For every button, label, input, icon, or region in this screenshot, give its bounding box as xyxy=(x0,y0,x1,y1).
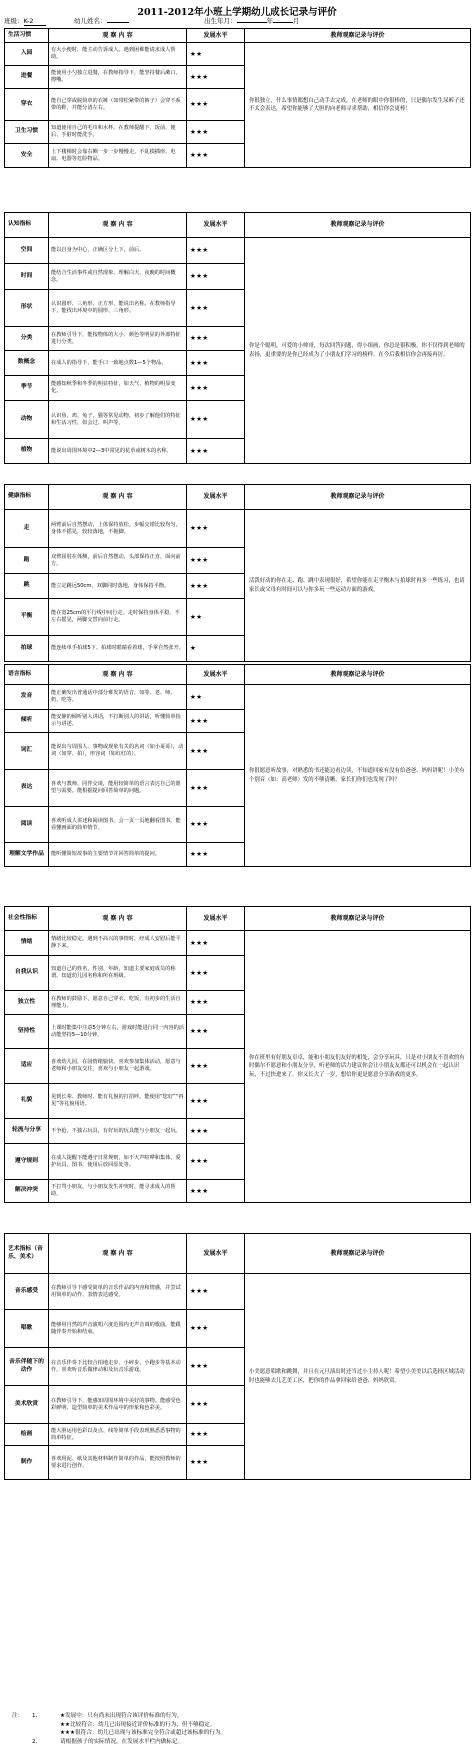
note-text: ★★★很符合：幼儿已出现与该标准完全符合或超过该标准的行为。 xyxy=(60,1730,227,1737)
item-content: 能听懂简短故事的主要情节并回答简单的提问。 xyxy=(49,843,187,867)
note-number: 2、 xyxy=(32,1738,42,1745)
development-stars: ★★★ xyxy=(187,1274,245,1310)
item-name: 数概念 xyxy=(5,351,49,376)
level-header: 发展水平 xyxy=(187,29,245,43)
development-stars: ★★★ xyxy=(187,843,245,867)
item-name: 安全 xyxy=(5,144,49,168)
item-name: 解决冲突 xyxy=(5,1180,49,1203)
development-stars: ★★★ xyxy=(187,1144,245,1180)
item-content: 不争抢，不独占玩具，有好玩的玩具能与小朋友一起玩。 xyxy=(49,1119,187,1144)
table-row xyxy=(5,931,471,956)
content-header: 观 察 内 容 xyxy=(49,213,187,238)
comment-header: 教师观察记录与评价 xyxy=(245,29,471,43)
development-stars: ★★★ xyxy=(187,733,245,770)
item-name: 美术欣赏 xyxy=(5,1386,49,1424)
comment-header: 教师观察记录与评价 xyxy=(245,665,471,685)
item-content: 能感知秋季和冬季的明显特征，如天气、植物的明显变化。 xyxy=(49,376,187,401)
teacher-comment: 你很独立，什么事情都想自己动手去完成，在老师的眼中你很棒的，只是偶尔发生尿裤子还不太会表达，希望你能够了大胆的向老师寻求帮助，相信你会更棒！ xyxy=(245,43,471,168)
item-content: 在成人的指导下，能手口一致地点数1—5个物品。 xyxy=(49,351,187,376)
item-name: 遵守规则 xyxy=(5,1144,49,1180)
item-name: 词汇 xyxy=(5,733,49,770)
item-name: 分类 xyxy=(5,327,49,351)
development-stars: ★★★ xyxy=(187,1015,245,1049)
name-field xyxy=(74,16,129,25)
level-header: 发展水平 xyxy=(187,1234,245,1274)
development-stars: ★★★ xyxy=(187,327,245,351)
note-text: 请根据孩子的实际情况，在发展水平栏内做标记。 xyxy=(60,1738,184,1745)
development-stars: ★★★ xyxy=(187,144,245,168)
development-stars: ★★★ xyxy=(187,1424,245,1446)
item-name: 植物 xyxy=(5,439,49,464)
development-stars: ★★★ xyxy=(187,1049,245,1084)
item-content: 在教师引导下感受简单的音乐作品的内容和情感，并尝试用简单的动作、表情表达感受。 xyxy=(49,1274,187,1310)
item-content: 能在宽25cm的平行线中间行走。走时保持身体平稳，不左右摇晃，两脚交替向前行走。 xyxy=(49,599,187,636)
page-title: 2011-2012年小班上学期幼儿成长记录与评价 xyxy=(137,7,337,18)
item-name: 表达 xyxy=(5,770,49,807)
note-line xyxy=(4,1729,470,1738)
item-content: 知道自己的姓名、性别、年龄，知道主要家庭成员的称谓。知道幼儿园名称和所在班级。 xyxy=(49,956,187,991)
content-header: 观 察 内 容 xyxy=(49,29,187,43)
item-content: 能说出周围环境中2—3中常见的花草或树木的名称。 xyxy=(49,439,187,464)
item-name: 平衡 xyxy=(5,599,49,636)
item-name: 发音 xyxy=(5,685,49,710)
level-header: 发展水平 xyxy=(187,907,245,931)
item-content: 见到长辈、教师时，能有礼貌的打招呼。能使用“您好”“再见”等礼貌用语。 xyxy=(49,1084,187,1119)
item-name: 理解文学作品 xyxy=(5,843,49,867)
category-header: 艺术指标（音乐、美术） xyxy=(5,1234,49,1274)
note-text: ★★比较符合：幼儿已出现接近评价标准的行为，但不够稳定。 xyxy=(60,1721,216,1728)
item-name: 空间 xyxy=(5,238,49,264)
item-name: 跳 xyxy=(5,574,49,599)
level-header: 发展水平 xyxy=(187,665,245,685)
item-name: 绘画 xyxy=(5,1424,49,1446)
item-name: 拍球 xyxy=(5,636,49,662)
development-stars: ★★★ xyxy=(187,807,245,843)
note-line xyxy=(4,1738,470,1747)
development-stars: ★★ xyxy=(187,43,245,66)
development-stars: ★★★ xyxy=(187,401,245,439)
section-table xyxy=(4,212,471,464)
table-row xyxy=(5,238,471,264)
item-content: 喜欢与教师、同伴交谈，能用较简单的语言表达自己的愿望与需要。能根据提问回答简单的问题。 xyxy=(49,770,187,807)
item-content: 能结合生活事件或自然现象，理解白天、夜晚的时间概念。 xyxy=(49,264,187,290)
name-value xyxy=(107,22,129,23)
section-table xyxy=(4,28,471,168)
item-name: 入园 xyxy=(5,43,49,66)
teacher-comment: 小美愿意唱歌和跳舞，并且在元旦演出时还当过小主持人呢！希望小美美以后选择区域活动时也能够去儿艺美工区，把你的作品拿回家给爸爸、妈妈欣赏。 xyxy=(245,1274,471,1480)
item-content: 能连续单手拍球5下。拍球时眼睛看着球，手掌自然张开。 xyxy=(49,636,187,662)
item-name: 音乐伴随下的动作 xyxy=(5,1348,49,1386)
category-header: 认知指标 xyxy=(5,213,49,238)
table-row xyxy=(5,510,471,548)
section-table xyxy=(4,484,471,662)
item-name: 情绪 xyxy=(5,931,49,956)
name-label: 幼儿姓名： xyxy=(74,17,107,25)
content-header: 观 察 内 容 xyxy=(49,907,187,931)
birth-month-suffix: 月 xyxy=(293,17,300,25)
item-content: 认识圆形、三角形、正方形，能说出名称。在教师指导下，能找出环境中的圆形、三角形。 xyxy=(49,290,187,327)
development-stars: ★★★ xyxy=(187,956,245,991)
level-header: 发展水平 xyxy=(187,485,245,510)
category-header: 社会性指标 xyxy=(5,907,49,931)
note-line xyxy=(4,1721,470,1730)
birth-year-suffix: 年 xyxy=(266,17,273,25)
development-stars: ★★★ xyxy=(187,991,245,1015)
item-content: 在教师引导下，能感知周围环境中美好的事物。能感受色彩鲜明、造型简单的美术作品中的形象和色彩美。 xyxy=(49,1386,187,1424)
category-header: 健康指标 xyxy=(5,485,49,510)
note-text: ★发展中：只有尚未出现符合该评价标准的行为。 xyxy=(60,1713,183,1719)
development-stars: ★★★ xyxy=(187,1348,245,1386)
category-header: 生活习惯 xyxy=(5,29,49,43)
item-content: 双臂屈肘在体侧，前后自然摆动，头部保持正直，面向前方。 xyxy=(49,548,187,574)
comment-header: 教师观察记录与评价 xyxy=(245,213,471,238)
development-stars: ★★★ xyxy=(187,1446,245,1480)
item-name: 时间 xyxy=(5,264,49,290)
development-stars: ★★★ xyxy=(187,290,245,327)
table-row xyxy=(5,1274,471,1310)
note-number: 1、 xyxy=(32,1713,42,1719)
item-content: 能够用自然的声音演唱六度范围内无声音调的歌曲，能跟随伴奏开始和结束。 xyxy=(49,1310,187,1348)
content-header: 观 察 内 容 xyxy=(49,665,187,685)
development-stars: ★★★ xyxy=(187,710,245,733)
item-content: 知道使用自己的毛巾和水杯。在教师提醒下，饭前、便后、手脏时能洗手。 xyxy=(49,121,187,144)
item-content: 能立定跳远50cm，双脚同时落地，身体保持平衡。 xyxy=(49,574,187,599)
development-stars: ★★★ xyxy=(187,351,245,376)
development-stars: ★★★ xyxy=(187,1119,245,1144)
item-content: 在教师引导下，能按物体的大小、颜色等明显的外部特征进行分类。 xyxy=(49,327,187,351)
development-stars: ★ xyxy=(187,636,245,662)
item-content: 不打骂小朋友，与小朋友发生冲突时，能寻求成人的帮助。 xyxy=(49,1180,187,1203)
item-content: 有大小便时，能主动告诉成人。遇到困难能请求成人帮助。 xyxy=(49,43,187,66)
item-content: 在教师的鼓励下，愿意自己穿衣、吃饭，有初步的生活自理能力。 xyxy=(49,991,187,1015)
item-content: 情绪比较稳定，遇到不高兴的事情时，经成人安慰后能平静下来。 xyxy=(49,931,187,956)
teacher-comment: 活泼好动的你在走、跑、跳中表现很好，希望你能在走平衡木与拍球时再多一些练习，也请家长或父母有时间可以与你多玩一些运动方面的游戏。 xyxy=(245,510,471,662)
note-line xyxy=(4,1712,470,1721)
item-content: 喜欢听成人讲述和阅读图书。会一页一页地翻看图书。能看懂画面的简单情节。 xyxy=(49,807,187,843)
item-content: 能正确发出普通话中部分难发的语音，如等、老、师、奶、吃等。 xyxy=(49,685,187,710)
item-name: 卫生习惯 xyxy=(5,121,49,144)
item-content: 能以自身为中心，正确区分上下，前后。 xyxy=(49,238,187,264)
item-content: 两臂前后自然摆动，上体保持放松。步幅交错比较均匀，身体不摇晃，较较落地，不拖脚。 xyxy=(49,510,187,548)
item-content: 在音乐伴奏下比较合拍地走步、小碎步、小跑步等基本动作。喜欢听音乐做律动和及玩音乐游戏。 xyxy=(49,1348,187,1386)
notes-label: 注： xyxy=(12,1713,24,1719)
class-label: 班级： xyxy=(4,17,24,25)
item-content: 能安静的倾听别人讲话，不打断别人的讲话，听懂简单指示与讲述。 xyxy=(49,710,187,733)
item-name: 形状 xyxy=(5,290,49,327)
development-stars: ★★★ xyxy=(187,931,245,956)
item-name: 唱歌 xyxy=(5,1310,49,1348)
development-stars: ★★★ xyxy=(187,238,245,264)
section-table xyxy=(4,906,471,1203)
development-stars: ★★ xyxy=(187,685,245,710)
development-stars: ★★ xyxy=(187,599,245,636)
table-row xyxy=(5,43,471,66)
item-content: 能说出与周围人、事物或现象有关的名词（如小哥哥），动词（如穿、拍），形容词（如红红的）。 xyxy=(49,733,187,770)
item-content: 能使用小勺独立进餐，在教师指导下，能坚持餐后漱口，擦嘴。 xyxy=(49,66,187,89)
item-name: 音乐感受 xyxy=(5,1274,49,1310)
item-content: 能大胆运用色彩以及点、线等简单手段表现熟悉悉事物的简单特征。 xyxy=(49,1424,187,1446)
teacher-comment: 你在班里有好朋友卓卓，能和小朋友们友好的相处，会分享玩具，只是对小朋友不喜欢的有时偶尔不愿意和小朋友分享，听老师的话力建议你会让小朋友友都还可以机会在一起认识玩，不过快进来了。你又长大了一岁，想信你更是愿意分享游戏的更多。 xyxy=(245,931,471,1203)
development-stars: ★★★ xyxy=(187,770,245,807)
item-name: 适应 xyxy=(5,1049,49,1084)
item-name: 礼貌 xyxy=(5,1084,49,1119)
item-name: 独立性 xyxy=(5,991,49,1015)
birth-field xyxy=(204,16,300,25)
development-stars: ★★★ xyxy=(187,66,245,89)
comment-header: 教师观察记录与评价 xyxy=(245,907,471,931)
item-name: 穿衣 xyxy=(5,89,49,121)
development-stars: ★★★ xyxy=(187,121,245,144)
comment-header: 教师观察记录与评价 xyxy=(245,1234,471,1274)
development-stars: ★★★ xyxy=(187,1310,245,1348)
item-content: 认识鱼、鸡、兔子、猫等常见动物，初步了解他们的特征和生活习性，如会过、叫声等。 xyxy=(49,401,187,439)
comment-header: 教师观察记录与评价 xyxy=(245,485,471,510)
section-table xyxy=(4,664,471,867)
development-stars: ★★★ xyxy=(187,510,245,548)
item-name: 制作 xyxy=(5,1446,49,1480)
development-stars: ★★★ xyxy=(187,1386,245,1424)
teacher-comment: 你很愿意听故事，对熟悉的书还能边看边读，不知道回家有没有给爸爸、妈妈讲呢！小美有个别音（如：高老师）发的不够清晰，家长们你们也发现了吗？ xyxy=(245,685,471,867)
class-field xyxy=(4,16,46,26)
item-name: 自我认识 xyxy=(5,956,49,991)
item-content: 上课时能集中注意5分钟左右，游戏时能进行同一内容的活动能坚持5—10分钟。 xyxy=(49,1015,187,1049)
content-header: 观 察 内 容 xyxy=(49,485,187,510)
teacher-comment: 你是个聪明，可爱的小帅哥，每次回答问题，得小组画，你总是很积极，你不仅得到老师的表扬，更重要的是你已经成为了小朋友们学习的榜样。在今后我相信你会再接再厉。 xyxy=(245,238,471,464)
development-stars: ★★★ xyxy=(187,548,245,574)
birth-label: 出生年月： xyxy=(204,17,237,25)
category-header: 语言指标 xyxy=(5,665,49,685)
item-content: 喜欢用泥、纸及其他材料制作简单的作品，能按照教师的要求进行创作。 xyxy=(49,1446,187,1480)
item-name: 坚持性 xyxy=(5,1015,49,1049)
development-stars: ★★★ xyxy=(187,89,245,121)
section-table xyxy=(4,1233,471,1480)
item-name: 季节 xyxy=(5,376,49,401)
item-content: 喜欢幼儿园，在园情绪愉快。喜欢参加集体活动，愿意与老师和小朋友交往。喜欢与小朋友一起游戏。 xyxy=(49,1049,187,1084)
item-name: 走 xyxy=(5,510,49,548)
development-stars: ★★★ xyxy=(187,439,245,464)
item-content: 能自己穿或脱简单的衣裤（如带松紧带的裤子）会穿不系带的鞋，并能分清左右。 xyxy=(49,89,187,121)
item-name: 动物 xyxy=(5,401,49,439)
development-stars: ★★★ xyxy=(187,1084,245,1119)
item-name: 进餐 xyxy=(5,66,49,89)
class-value: K-2 xyxy=(24,17,46,26)
development-stars: ★★★ xyxy=(187,376,245,401)
student-info-bar xyxy=(4,16,470,28)
notes-legend xyxy=(4,1712,470,1747)
development-stars: ★★★ xyxy=(187,264,245,290)
item-content: 上下楼梯时会靠右侧一步一步慢慢走。不乱摸插座、电扇、电器等危险物品。 xyxy=(49,144,187,168)
development-stars: ★★★ xyxy=(187,1180,245,1203)
level-header: 发展水平 xyxy=(187,213,245,238)
item-name: 阅读 xyxy=(5,807,49,843)
content-header: 观 察 内 容 xyxy=(49,1234,187,1274)
item-content: 在成人提醒下能遵守日常规则，如不大声喧哗和集体，爱护玩具，图书，使用后放回原处等。 xyxy=(49,1144,187,1180)
item-name: 倾听 xyxy=(5,710,49,733)
development-stars: ★★★ xyxy=(187,574,245,599)
item-name: 轮流与分享 xyxy=(5,1119,49,1144)
item-name: 跑 xyxy=(5,548,49,574)
table-row xyxy=(5,685,471,710)
